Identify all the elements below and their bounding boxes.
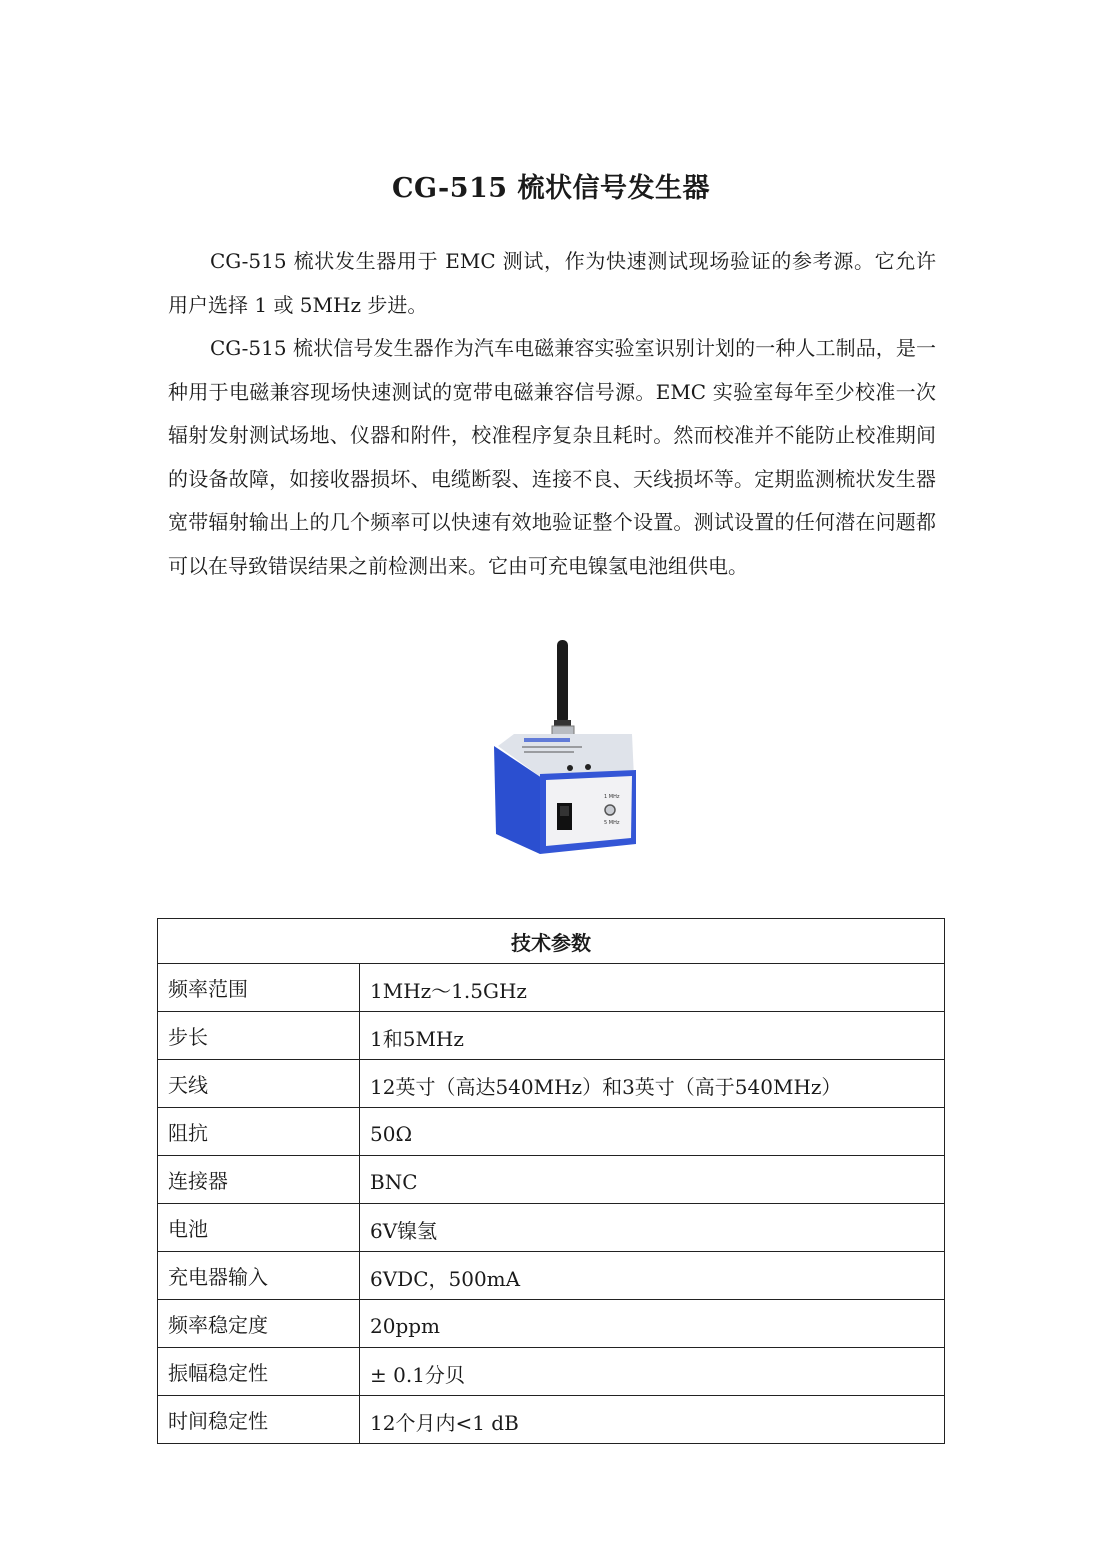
table-row [158, 1300, 945, 1348]
spec-key: 步长 [158, 1012, 360, 1060]
spec-key: 频率稳定度 [158, 1300, 360, 1348]
spec-table [157, 918, 945, 1444]
spec-key: 频率范围 [158, 964, 360, 1012]
spec-value: 6V镍氢 [360, 1204, 945, 1252]
intro-paragraph: CG-515 梳状发生器用于 EMC 测试，作为快速测试现场验证的参考源。它允许用户选择 1 或 5MHz 步进。 [168, 249, 936, 317]
table-row [158, 1060, 945, 1108]
spec-key: 振幅稳定性 [158, 1348, 360, 1396]
antenna [557, 640, 568, 724]
spec-key: 电池 [158, 1204, 360, 1252]
table-row [158, 964, 945, 1012]
spec-key: 天线 [158, 1060, 360, 1108]
table-row [158, 1108, 945, 1156]
spec-value: 50Ω [360, 1108, 945, 1156]
spec-value: 12个月内<1 dB [360, 1396, 945, 1444]
table-row [158, 1252, 945, 1300]
spec-value: 1MHz～1.5GHz [360, 964, 945, 1012]
svg-text:1 MHz: 1 MHz [604, 794, 620, 800]
page-title: CG-515 梳状信号发生器 [391, 173, 710, 204]
spec-value: 20ppm [360, 1300, 945, 1348]
spec-value: 1和5MHz [360, 1012, 945, 1060]
table-row [158, 1156, 945, 1204]
spec-key: 充电器输入 [158, 1252, 360, 1300]
spec-key: 时间稳定性 [158, 1396, 360, 1444]
spec-value: ± 0.1分贝 [360, 1348, 945, 1396]
table-row [158, 1204, 945, 1252]
frequency-toggle [605, 805, 615, 815]
spec-value: 6VDC，500mA [360, 1252, 945, 1300]
svg-text:5 MHz: 5 MHz [604, 820, 620, 826]
spec-value: 12英寸（高达540MHz）和3英寸（高于540MHz） [360, 1060, 945, 1108]
table-row [158, 1348, 945, 1396]
description-paragraph: CG-515 梳状信号发生器作为汽车电磁兼容实验室识别计划的一种人工制品，是一种用于电磁兼容现场快速测试的宽带电磁兼容信号源。EMC 实验室每年至少校准一次辐射发射测试场地、仪器和附件，校准程序复杂且耗时。然而校准并不能防止校准期间的设备故障，如接收器损坏、电缆断裂、连接不良、天线损坏等。定期监测梳状发生器宽带辐射输出上的几个频率可以快速有效地验证整个设置。测试设置的任何潜在问题都可以在导致错误结果之前检测出来。它由可充电镍氢电池组供电。 [168, 336, 936, 578]
product-photo [484, 638, 648, 860]
spec-key: 阻抗 [158, 1108, 360, 1156]
spec-table-header: 技术参数 [158, 919, 945, 964]
table-row [158, 1396, 945, 1444]
spec-key: 连接器 [158, 1156, 360, 1204]
spec-value: BNC [360, 1156, 945, 1204]
table-row [158, 1012, 945, 1060]
